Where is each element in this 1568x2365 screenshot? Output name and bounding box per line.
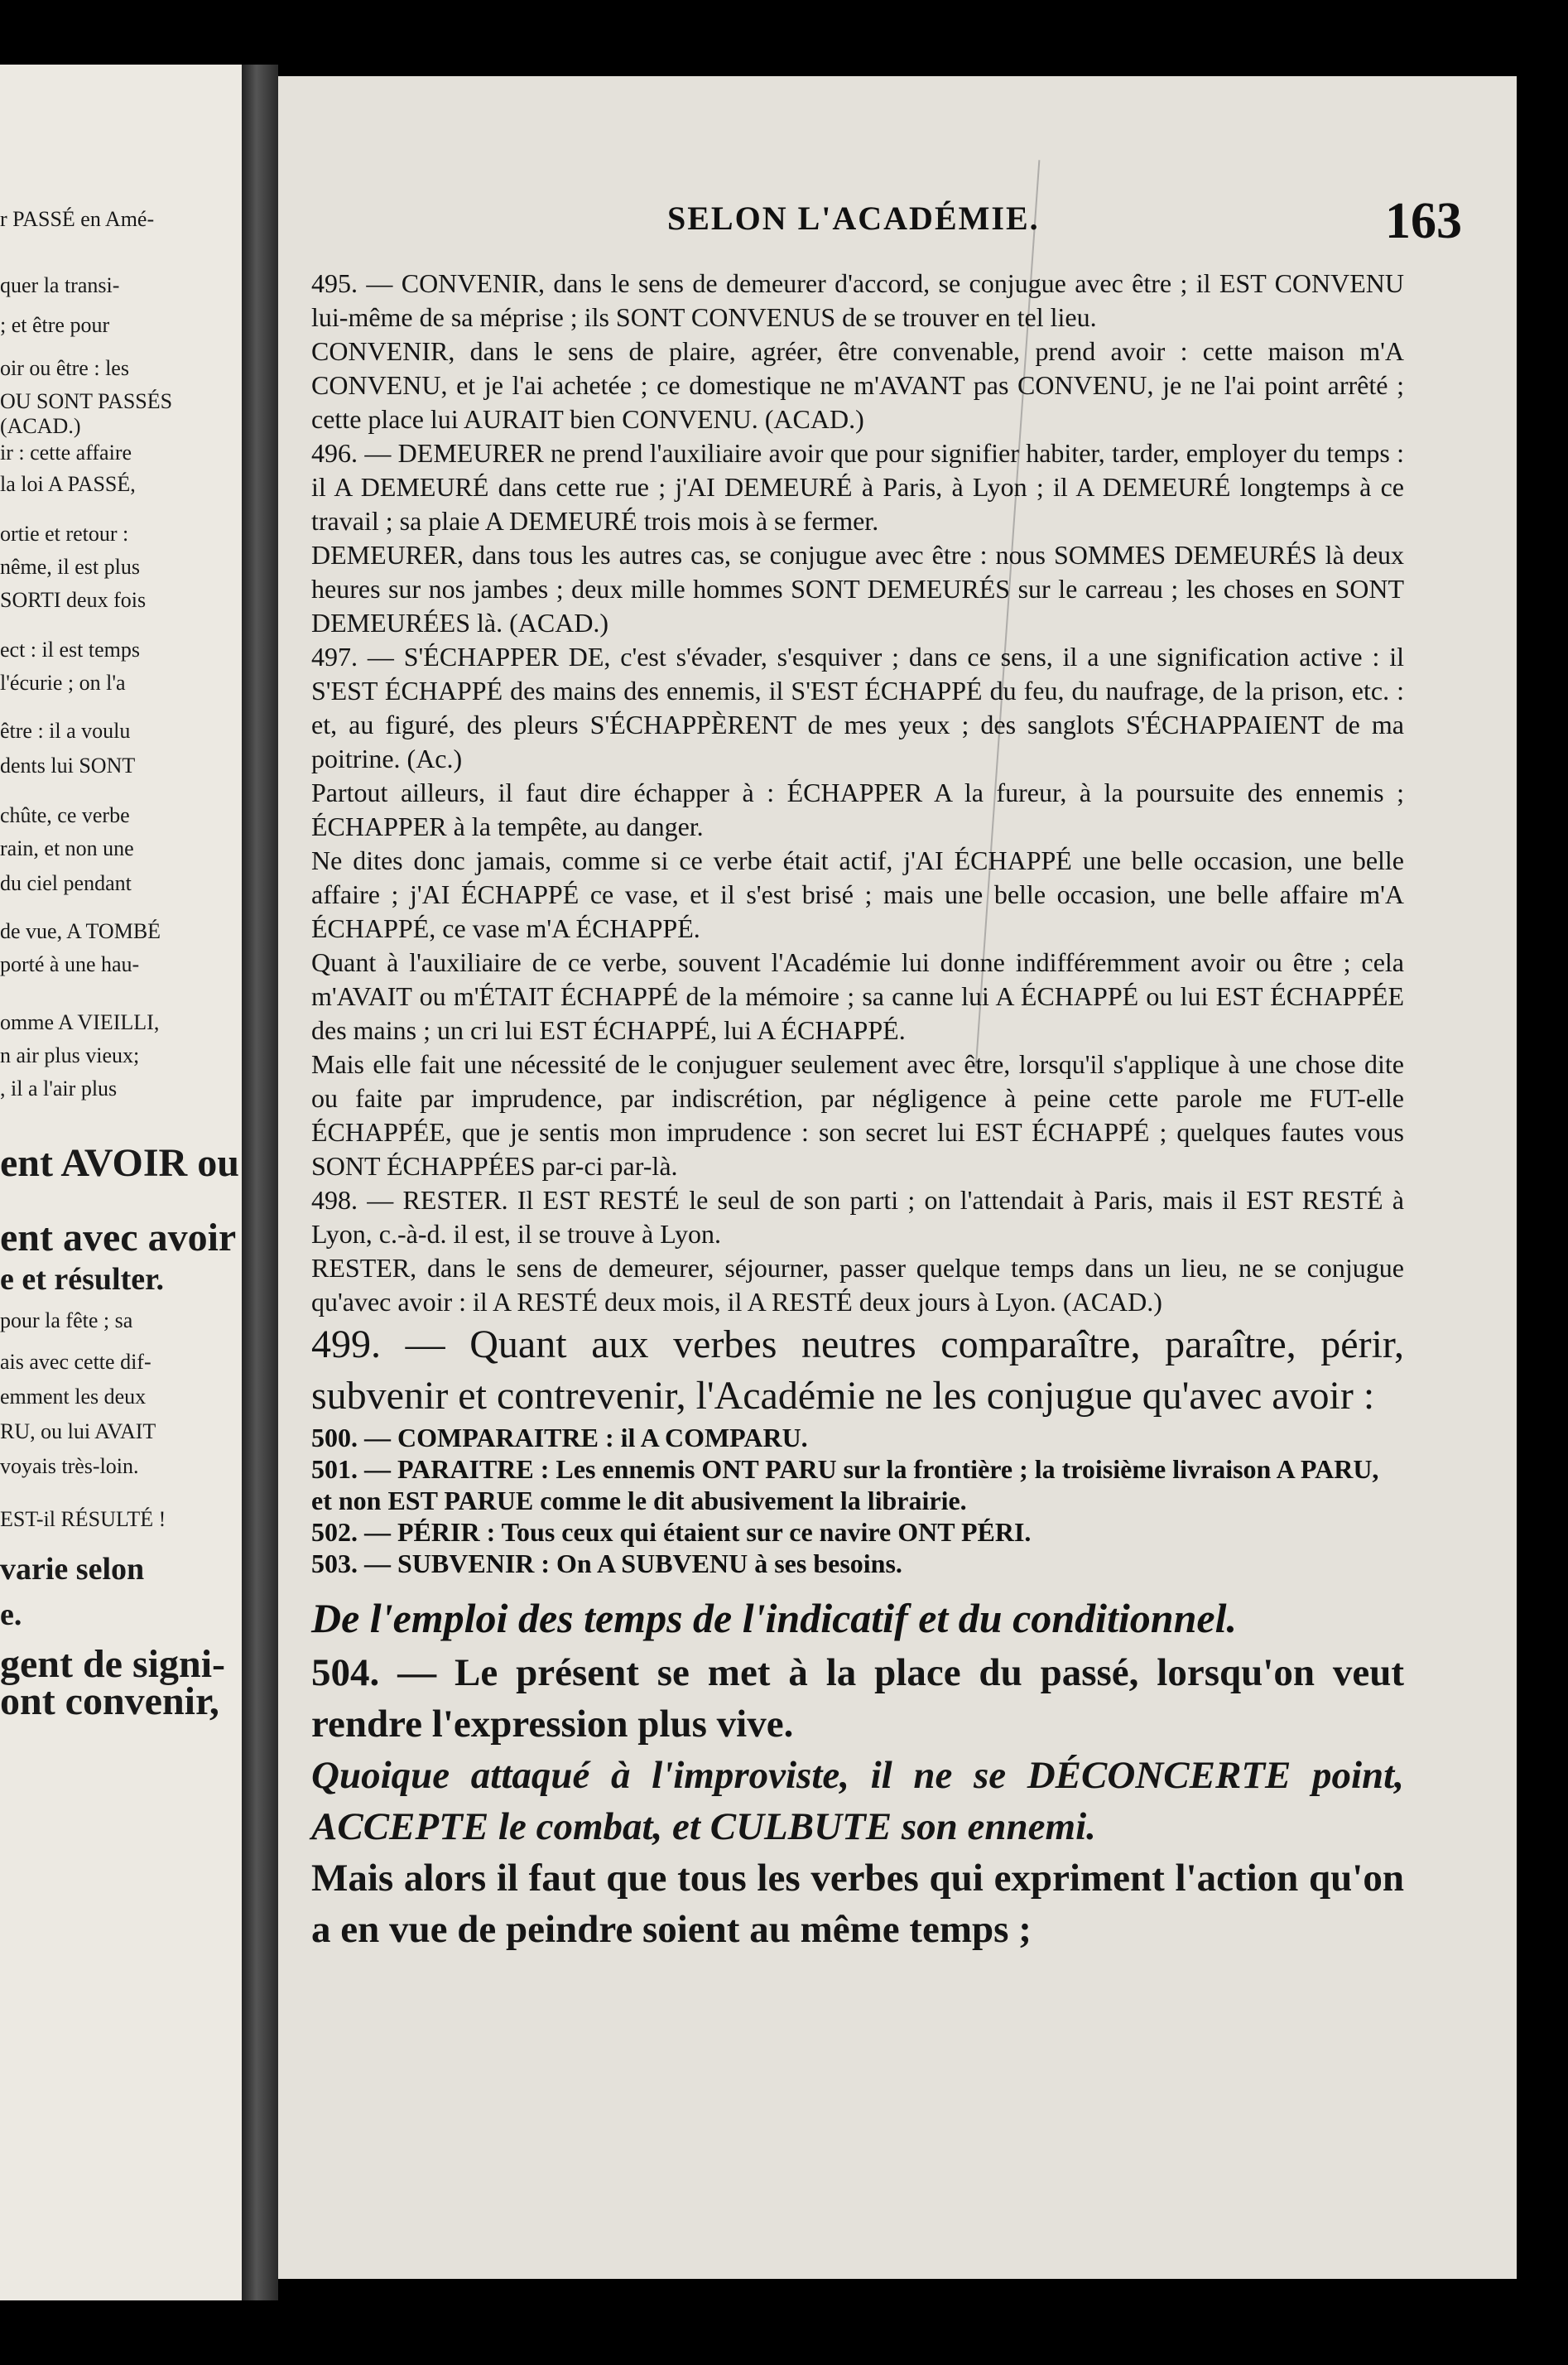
- paragraph-498: 498. — RESTER. Il EST RESTÉ le seul de son parti ; on l'attendait à Paris, mais il EST RESTÉ à Lyon, c.-à-d. il est, il se trouve à Lyon.: [311, 1185, 1404, 1249]
- book-gutter: [242, 65, 278, 2300]
- paragraph-497-b: Partout ailleurs, il faut dire échapper à : ÉCHAPPER A la fureur, à la poursuite des ennemis ; ÉCHAPPER à la tempête, au danger.: [311, 778, 1404, 841]
- paragraph-504-cont: Mais alors il faut que tous les verbes qui expriment l'action qu'on a en vue de peindre soient au même temps ;: [311, 1857, 1404, 1951]
- paragraph-504: 504. — Le présent se met à la place du passé, lorsqu'on veut rendre l'expression plus vive.: [311, 1651, 1404, 1746]
- left-page-line: , il a l'air plus: [0, 1077, 118, 1101]
- list-item-500: 500. — COMPARAITRE : il A COMPARU.: [311, 1423, 808, 1452]
- paragraph-499: 499. — Quant aux verbes neutres comparaître, paraître, périr, subvenir et contrevenir, l'Académie ne les conjugue qu'avec avoir :: [311, 1322, 1404, 1418]
- paragraph-496-cont: DEMEURER, dans tous les autres cas, se conjugue avec être : nous SOMMES DEMEURÉS là deux heures sur nos jambes ; deux mille hommes SONT DEMEURÉS sur le carreau ; les choses en SONT DEMEURÉES là. (ACAD.): [311, 540, 1404, 638]
- left-page-line: être : il a voulu: [0, 719, 131, 743]
- left-page-line: l'écurie ; on l'a: [0, 671, 126, 695]
- body-text: [311, 267, 1404, 1955]
- right-page: [278, 76, 1517, 2279]
- paragraph-495: 495. — CONVENIR, dans le sens de demeurer d'accord, se conjugue avec être ; il EST CONVENU lui-même de sa méprise ; ils SONT CONVENUS de se trouver en tel lieu.: [311, 268, 1404, 332]
- page-header: [278, 193, 1517, 249]
- left-page-line: omme A VIEILLI,: [0, 1010, 160, 1034]
- left-page-line: EST-il RÉSULTÉ !: [0, 1507, 166, 1531]
- left-page-line: RU, ou lui AVAIT: [0, 1419, 156, 1443]
- paragraph-504-example: Quoique attaqué à l'improviste, il ne se DÉCONCERTE point, ACCEPTE le combat, et CULBUTE son ennemi.: [311, 1754, 1404, 1848]
- left-page-line: chûte, ce verbe: [0, 803, 130, 827]
- paragraph-497-e: Mais elle fait une nécessité de le conjuguer seulement avec être, lorsqu'il s'applique à une chose dite ou faite par imprudence, par indiscrétion, par négligence à peine cette parole me FUT-elle ÉCHAPPÉE, que je sentis mon imprudence : son secret lui EST ÉCHAPPÉ ; quelques fautes vous SONT ÉCHAPPÉES par-ci par-là.: [311, 1049, 1404, 1181]
- running-head: SELON L'ACADÉMIE.: [667, 200, 1040, 237]
- left-page-fragment: [0, 65, 242, 2300]
- left-page-line: emment les deux: [0, 1385, 147, 1409]
- section-title: De l'emploi des temps de l'indicatif et du conditionnel.: [311, 1595, 1237, 1641]
- left-page-line: ir : cette affaire: [0, 441, 132, 465]
- left-page-line: nême, il est plus: [0, 555, 140, 579]
- left-page-line: gent de signi-: [0, 1642, 226, 1686]
- paragraph-496: 496. — DEMEURER ne prend l'auxiliaire avoir que pour signifier habiter, tarder, employer du temps : il A DEMEURÉ dans cette rue ; j'AI DEMEURÉ à Paris, à Lyon ; il A DEMEURÉ longtemps à ce travail ; sa plaie A DEMEURÉ trois mois à se fermer.: [311, 438, 1404, 536]
- left-page-line: ent avec avoir: [0, 1216, 237, 1260]
- left-page-line: de vue, A TOMBÉ: [0, 919, 161, 943]
- list-item-502: 502. — PÉRIR : Tous ceux qui étaient sur ce navire ONT PÉRI.: [311, 1517, 1032, 1547]
- left-page-line: varie selon: [0, 1552, 145, 1587]
- left-page-line: ortie et retour :: [0, 522, 129, 546]
- left-page-line: quer la transi-: [0, 273, 120, 297]
- left-page-line: du ciel pendant: [0, 871, 132, 895]
- left-page-line: rain, et non une: [0, 836, 134, 860]
- left-page-line: pour la fête ; sa: [0, 1308, 133, 1332]
- left-page-line: la loi A PASSÉ,: [0, 472, 136, 496]
- left-page-line: ; et être pour: [0, 313, 110, 337]
- page-number: 163: [1385, 193, 1462, 249]
- paragraph-497-c: Ne dites donc jamais, comme si ce verbe était actif, j'AI ÉCHAPPÉ une belle occasion, une belle affaire ; j'AI ÉCHAPPÉ ce vase, et il s'est brisé ; mais une belle occasion, une belle affaire m'A ÉCHAPPÉ, ce vase m'A ÉCHAPPÉ.: [311, 845, 1404, 943]
- left-page-line: OU SONT PASSÉS: [0, 389, 173, 413]
- left-page-line: ect : il est temps: [0, 638, 140, 662]
- paragraph-497-d: Quant à l'auxiliaire de ce verbe, souvent l'Académie lui donne indifféremment avoir ou être ; cela m'AVAIT ou m'ÉTAIT ÉCHAPPÉ de la mémoire ; sa canne lui A ÉCHAPPÉ ou lui EST ÉCHAPPÉE des mains ; un cri lui EST ÉCHAPPÉ, lui A ÉCHAPPÉ.: [311, 947, 1404, 1045]
- paragraph-495-cont: CONVENIR, dans le sens de plaire, agréer, être convenable, prend avoir : cette maison m'A CONVENU, et je l'ai achetée ; ce domestique ne m'AVANT pas CONVENU, je ne l'ai point arrêté ; cette place lui AURAIT bien CONVENU. (ACAD.): [311, 336, 1404, 434]
- left-page-line: e et résulter.: [0, 1262, 164, 1297]
- left-page-line: e.: [0, 1597, 22, 1632]
- left-page-line: porté à une hau-: [0, 952, 140, 976]
- left-page-line: r PASSÉ en Amé-: [0, 207, 155, 231]
- left-page-line: n air plus vieux;: [0, 1043, 140, 1067]
- left-page-line: ais avec cette dif-: [0, 1350, 152, 1374]
- list-item-503: 503. — SUBVENIR : On A SUBVENU à ses besoins.: [311, 1549, 902, 1578]
- paragraph-498-b: RESTER, dans le sens de demeurer, séjourner, passer quelque temps dans un lieu, ne se conjugue qu'avec avoir : il A RESTÉ deux mois, il A RESTÉ deux jours à Lyon. (ACAD.): [311, 1253, 1404, 1317]
- left-page-line: dents lui SONT: [0, 754, 136, 778]
- left-page-line: voyais très-loin.: [0, 1454, 139, 1478]
- left-page-line: ont convenir,: [0, 1679, 219, 1723]
- left-page-line: (ACAD.): [0, 414, 81, 438]
- list-item-501: 501. — PARAITRE : Les ennemis ONT PARU sur la frontière ; la troisième livraison A PARU, et non EST PARUE comme le dit abusivement la librairie.: [311, 1454, 1379, 1515]
- left-page-line: SORTI deux fois: [0, 588, 147, 612]
- left-page-line: oir ou être : les: [0, 356, 129, 380]
- paragraph-497: 497. — S'ÉCHAPPER DE, c'est s'évader, s'esquiver ; dans ce sens, il a une signification active : il S'EST ÉCHAPPÉ des mains des ennemis, il S'EST ÉCHAPPÉ du feu, du naufrage, de la prison, etc. : et, au figuré, des pleurs S'ÉCHAPPÈRENT de mes yeux ; des sanglots S'ÉCHAPPAIENT de ma poitrine. (Ac.): [311, 642, 1404, 773]
- left-page-line: ent AVOIR ou: [0, 1141, 239, 1185]
